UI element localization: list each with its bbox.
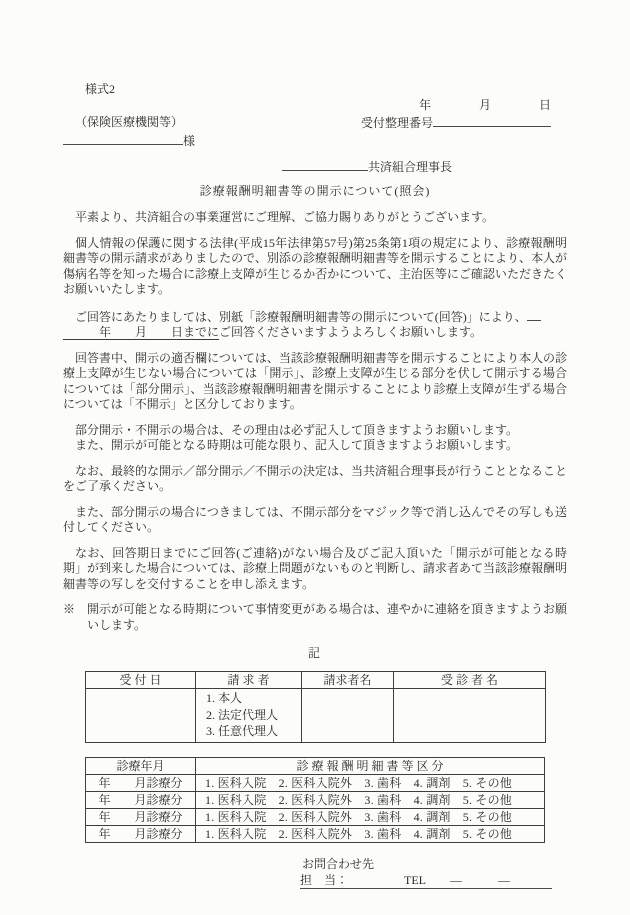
document-title: 診療報酬明細書等の開示について(照会): [199, 184, 431, 198]
sender-name-blank: [282, 158, 368, 171]
statement-category-cell: 1. 医科入院 2. 医科入院外 3. 歯科 4. 調剤 5. その他: [196, 775, 545, 792]
statement-category-cell: 1. 医科入院 2. 医科入院外 3. 歯科 4. 調剤 5. その他: [196, 826, 545, 843]
treatment-month-cell: 年 月診療分: [86, 826, 196, 843]
paragraph-reason-request: 部分開示・不開示の場合は、その理由は必ず記入して頂きますようお願いします。: [75, 422, 519, 437]
paragraph-partial-disclosure-copy: また、部分開示の場合につきましては、不開示部分をマジック等で消し込んでその写しも送付してください。: [63, 504, 567, 534]
treatment-month-cell: 年 月診療分: [86, 809, 196, 826]
request-table: [85, 671, 546, 743]
org-label: （保険医療機関等）: [75, 115, 184, 129]
header-patient-name: 受 診 者 名: [394, 672, 546, 689]
ki-marker: 記: [307, 646, 322, 660]
tel-dash-2: ―: [498, 873, 511, 887]
requester-options-cell: [196, 689, 302, 743]
reply-deadline-line2: [63, 325, 567, 341]
reception-number-blank: [433, 114, 551, 127]
statement-row: [86, 775, 545, 792]
header-treatment-month: 診療年月: [86, 758, 196, 775]
statement-category-cell: 1. 医科入院 2. 医科入院外 3. 歯科 4. 調剤 5. その他: [196, 809, 545, 826]
reception-number-label: 受付整理番号: [360, 116, 433, 130]
reply-deadline-lead: ご回答にあたりましては、別紙「診療報酬明細書等の開示について(回答)」により、: [75, 309, 527, 324]
requester-option-voluntary-rep: 3. 任意代理人: [206, 724, 279, 738]
header-statement-category: 診 療 報 酬 明 細 書 等 区 分: [196, 758, 545, 775]
contact-heading: お問合わせ先: [302, 857, 375, 871]
paragraph-disclosure-categories: 回答書中、開示の適否欄については、当該診療報酬明細書等を開示することにより本人の診療上支障が生じない場合については「開示」、診療上支障が生じる部分を伏して開示する場合については「部分開示」、当該診療報酬明細書を開示することにより診療上支障が生ずる場合については「不開示」と区分しております。: [63, 350, 567, 411]
header-requester: 請 求 者: [196, 672, 302, 689]
tel-label: TEL: [404, 873, 427, 887]
contact-block: [300, 856, 567, 889]
reception-number-group: [361, 114, 551, 132]
statement-row: [86, 792, 545, 809]
request-table-header-row: [86, 672, 546, 689]
addressee-name-blank: [63, 132, 183, 145]
date-line: 年 月 日: [418, 98, 551, 112]
statement-category-cell: 1. 医科入院 2. 医科入院外 3. 歯科 4. 調剤 5. その他: [196, 792, 545, 809]
treatment-month-cell: 年 月診療分: [86, 775, 196, 792]
contact-line: [300, 872, 552, 889]
paragraph-timing-request: また、開示が可能となる時期は可能な限り、記入して頂きますようお願いします。: [75, 438, 519, 452]
statement-table-header-row: [86, 758, 545, 775]
paragraph-final-decision: なお、最終的な開示／部分開示／不開示の決定は、当共済組合理事長が行うこととなることをご了承ください。: [63, 463, 568, 493]
patient-name-cell: [394, 689, 546, 743]
tel-dash-1: ―: [450, 873, 463, 887]
statement-row: [86, 826, 545, 843]
asterisk-note: ※ 開示が可能となる時期について事情変更がある場合は、連やかに連絡を頂きますようお願いします。: [63, 602, 567, 632]
header-reception-date: 受 付 日: [86, 672, 196, 689]
form-number: 様式2: [85, 82, 116, 96]
statement-table: [85, 757, 545, 843]
addressee-line: [63, 132, 567, 150]
reply-deadline-trailing-blank: [527, 308, 541, 321]
reception-date-cell: [86, 689, 196, 743]
requester-option-self: 1. 本人: [206, 691, 243, 705]
paragraph-no-reply-handling: なお、回答期日までにご回答(ご連絡)がない場合及びご記入頂いた「開示が可能となる時期」が到来した場合については、診療上問題がないものと判断し、請求者あて当該診療報酬明細書等の写しを交付することを申し添えます。: [63, 545, 567, 591]
sender-line: [63, 158, 567, 176]
requester-name-cell: [302, 689, 394, 743]
request-table-body-row: [86, 689, 546, 743]
paragraph-reply-deadline: [63, 308, 567, 341]
addressee-suffix: 様: [183, 134, 196, 148]
org-row: [63, 114, 567, 132]
requester-option-legal-rep: 2. 法定代理人: [206, 707, 279, 722]
contact-person-label: 担 当：: [300, 873, 349, 887]
header-requester-name: 請求者名: [302, 672, 394, 689]
paragraph-legal-basis: 個人情報の保護に関する法律(平成15年法律第57号)第25条第1項の規定により、診療報酬明細書等の開示請求がありましたので、別添の診療報酬明細書等を開示することにより、本人が傷病名等を知った場合に診療上支障が生じるか否かについて、主治医等にご確認いただきたくお願いいたします。: [63, 235, 567, 296]
sender-title: 共済組合理事長: [367, 160, 452, 174]
reply-deadline-rest: ご回答くださいますようよろしくお願いします。: [219, 325, 483, 339]
reply-deadline-line1: [63, 308, 567, 326]
statement-row: [86, 809, 545, 826]
reply-deadline-date-underline: 年 月 日までに: [63, 325, 220, 339]
treatment-month-cell: 年 月診療分: [86, 792, 196, 809]
paragraph-greeting: 平素より、共済組合の事業運営にご理解、ご協力賜りありがとうございます。: [75, 210, 495, 224]
